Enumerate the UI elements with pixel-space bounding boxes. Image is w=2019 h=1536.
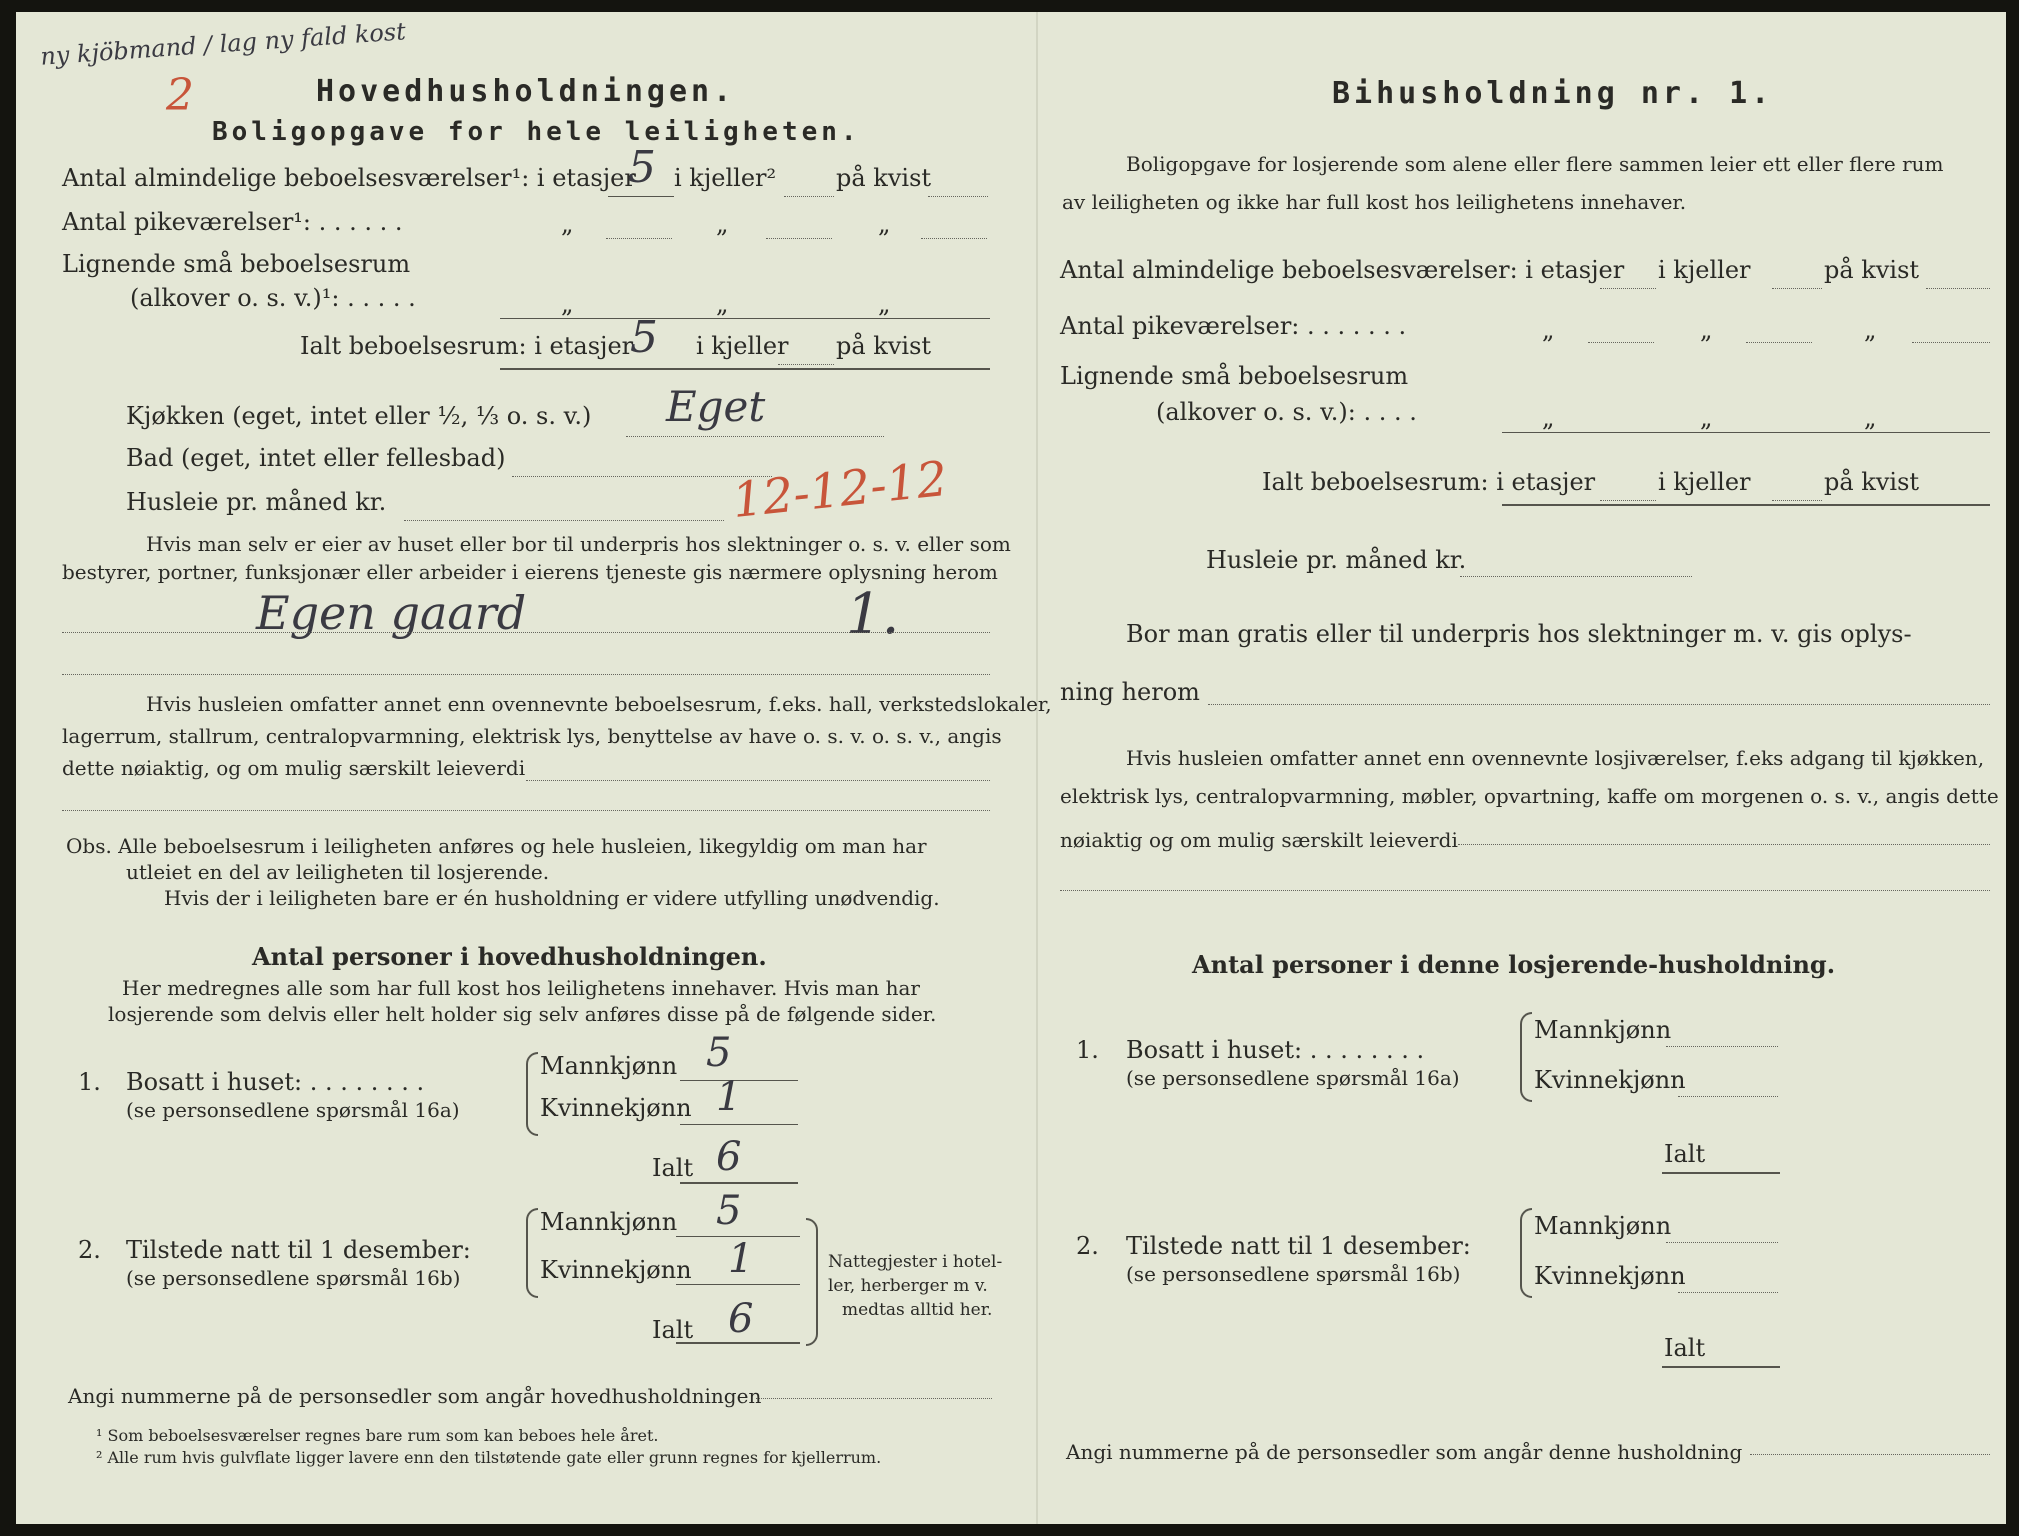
left-ialt-kjeller: i kjeller bbox=[696, 332, 789, 360]
ditto-mark: „ bbox=[1542, 404, 1555, 432]
right-gratis-1: Bor man gratis eller til underpris hos slektninger m. v. gis oplys- bbox=[1126, 620, 1912, 648]
right-q1-ialt: Ialt bbox=[1664, 1140, 1706, 1168]
left-eier-text-1: Hvis man selv er eier av huset eller bor til underpris hos slektninger o. s. v. eller som bbox=[146, 532, 1011, 556]
right-intro-1: Boligopgave for losjerende som alene eller flere sammen leier ett eller flere rum bbox=[1126, 152, 1944, 176]
ditto-mark: „ bbox=[1700, 316, 1713, 344]
right-omfatter-2: elektrisk lys, centralopvarmning, møbler, opvartning, kaffe om morgenen o. s. v., angis dette bbox=[1060, 784, 1999, 808]
left-bad-label: Bad (eget, intet eller fellesbad) bbox=[126, 444, 506, 472]
right-kvist-label: på kvist bbox=[1824, 256, 1920, 284]
right-antal-label: Antal almindelige beboelsesværelser: i etasjer bbox=[1060, 256, 1625, 284]
ditto-mark: „ bbox=[561, 290, 574, 318]
ditto-mark: „ bbox=[716, 290, 729, 318]
right-q1-mann: Mannkjønn bbox=[1534, 1016, 1672, 1044]
right-q1-label: Bosatt i huset: . . . . . . . . bbox=[1126, 1036, 1425, 1064]
left-persons-title: Antal personer i hovedhusholdningen. bbox=[252, 942, 767, 971]
ditto-mark: „ bbox=[878, 210, 891, 238]
hw-husleie-value: 12-12-12 bbox=[729, 450, 951, 530]
right-q2-mann: Mannkjønn bbox=[1534, 1212, 1672, 1240]
left-pike-label: Antal pikeværelser¹: . . . . . . bbox=[62, 208, 403, 236]
right-q2-label: Tilstede natt til 1 desember: bbox=[1126, 1232, 1471, 1260]
hw-mann2: 5 bbox=[716, 1188, 742, 1234]
right-ialt-kvist: på kvist bbox=[1824, 468, 1920, 496]
left-lign-label: Lignende små beboelsesrum bbox=[62, 250, 411, 278]
left-q2-mann: Mannkjønn bbox=[540, 1208, 678, 1236]
hw-ialt2: 6 bbox=[728, 1296, 754, 1342]
hw-ialt1: 6 bbox=[716, 1134, 742, 1180]
page-fold bbox=[1036, 12, 1038, 1524]
left-omfatter-1: Hvis husleien omfatter annet enn ovennevnte beboelsesrum, f.eks. hall, verkstedslokaler, bbox=[146, 692, 1052, 716]
left-alkover-label: (alkover o. s. v.)¹: . . . . . bbox=[130, 284, 416, 312]
right-q2-ialt: Ialt bbox=[1664, 1334, 1706, 1362]
ditto-mark: „ bbox=[1864, 316, 1877, 344]
left-q1-kvinne: Kvinnekjønn bbox=[540, 1094, 692, 1122]
hw-kjokken-value: Eget bbox=[666, 382, 766, 431]
left-q1-ialt: Ialt bbox=[652, 1154, 694, 1182]
left-q1-mann: Mannkjønn bbox=[540, 1052, 678, 1080]
hw-mark: 1. bbox=[846, 582, 900, 647]
handwritten-top-note: ny kjöbmand / lag ny fald kost bbox=[39, 17, 407, 71]
ditto-mark: „ bbox=[1864, 404, 1877, 432]
hw-etasjer-value: 5 bbox=[628, 142, 656, 193]
left-kjokken-label: Kjøkken (eget, intet eller ½, ⅓ o. s. v.) bbox=[126, 402, 592, 430]
left-q2-kvinne: Kvinnekjønn bbox=[540, 1256, 692, 1284]
left-omfatter-3: dette nøiaktig, og om mulig særskilt leieverdi bbox=[62, 756, 526, 780]
left-obs-1: Obs. Alle beboelsesrum i leiligheten anføres og hele husleien, likegyldig om man har bbox=[66, 834, 927, 858]
left-q2-number: 2. bbox=[78, 1236, 101, 1264]
left-ialt-label: Ialt beboelsesrum: i etasjer bbox=[300, 332, 634, 360]
ditto-mark: „ bbox=[878, 290, 891, 318]
left-eier-text-2: bestyrer, portner, funksjonær eller arbeider i eierens tjeneste gis nærmere oplysning herom bbox=[62, 560, 998, 584]
handwritten-number: 2 bbox=[166, 70, 194, 121]
left-persons-text-1: Her medregnes alle som har full kost hos leilighetens innehaver. Hvis man har bbox=[122, 976, 920, 1000]
right-angi: Angi nummerne på de personsedler som angår denne husholdning bbox=[1066, 1440, 1743, 1464]
right-q2-kvinne: Kvinnekjønn bbox=[1534, 1262, 1686, 1290]
ditto-mark: „ bbox=[716, 210, 729, 238]
right-omfatter-3: nøiaktig og om mulig særskilt leieverdi bbox=[1060, 828, 1458, 852]
left-kjeller-label: i kjeller² bbox=[674, 164, 777, 192]
ditto-mark: „ bbox=[1700, 404, 1713, 432]
right-q1-kvinne: Kvinnekjønn bbox=[1534, 1066, 1686, 1094]
left-husleie-label: Husleie pr. måned kr. bbox=[126, 488, 387, 516]
left-q2-ialt: Ialt bbox=[652, 1316, 694, 1344]
left-q1-number: 1. bbox=[78, 1068, 101, 1096]
right-kjeller-label: i kjeller bbox=[1658, 256, 1751, 284]
right-husleie-label: Husleie pr. måned kr. bbox=[1206, 546, 1467, 574]
right-ialt-label: Ialt beboelsesrum: i etasjer bbox=[1262, 468, 1596, 496]
left-q2-label: Tilstede natt til 1 desember: bbox=[126, 1236, 471, 1264]
left-ialt-kvist: på kvist bbox=[836, 332, 932, 360]
census-form-sheet bbox=[16, 12, 2006, 1524]
hw-ialt-etasjer: 5 bbox=[630, 312, 658, 363]
hw-kvinne2: 1 bbox=[728, 1236, 754, 1282]
left-natt-2: ler, herberger m v. bbox=[828, 1276, 988, 1296]
right-intro-2: av leiligheten og ikke har full kost hos leilighetens innehaver. bbox=[1062, 190, 1687, 214]
left-subtitle: Boligopgave for hele leiligheten. bbox=[212, 117, 861, 147]
left-obs-3: Hvis der i leiligheten bare er én husholdning er videre utfylling unødvendig. bbox=[164, 886, 940, 910]
right-alkover-label: (alkover o. s. v.): . . . . bbox=[1156, 398, 1417, 426]
hw-mann1: 5 bbox=[706, 1030, 732, 1076]
right-q2-sub: (se personsedlene spørsmål 16b) bbox=[1126, 1262, 1461, 1286]
right-ialt-kjeller: i kjeller bbox=[1658, 468, 1751, 496]
left-q2-sub: (se personsedlene spørsmål 16b) bbox=[126, 1266, 461, 1290]
left-antal-label: Antal almindelige beboelsesværelser¹: i etasjer bbox=[62, 164, 636, 192]
left-natt-3: medtas alltid her. bbox=[842, 1300, 993, 1320]
left-omfatter-2: lagerrum, stallrum, centralopvarmning, elektrisk lys, benyttelse av have o. s. v. o. s. v., angis bbox=[62, 724, 1002, 748]
hw-kvinne1: 1 bbox=[716, 1074, 742, 1120]
right-title: Bihusholdning nr. 1. bbox=[1332, 76, 1774, 111]
right-q2-number: 2. bbox=[1076, 1232, 1099, 1260]
left-footnote-2: ² Alle rum hvis gulvflate ligger lavere enn den tilstøtende gate eller grunn regnes for kjellerrum. bbox=[96, 1448, 882, 1467]
left-title: Hovedhusholdningen. bbox=[316, 74, 736, 109]
left-kvist-label: på kvist bbox=[836, 164, 932, 192]
hw-eier-note: Egen gaard bbox=[256, 586, 527, 640]
right-q1-sub: (se personsedlene spørsmål 16a) bbox=[1126, 1066, 1460, 1090]
left-persons-text-2: losjerende som delvis eller helt holder sig selv anføres disse på de følgende sider. bbox=[108, 1002, 937, 1026]
right-pike-label: Antal pikeværelser: . . . . . . . bbox=[1060, 312, 1407, 340]
ditto-mark: „ bbox=[561, 210, 574, 238]
right-lign-label: Lignende små beboelsesrum bbox=[1060, 362, 1409, 390]
left-angi: Angi nummerne på de personsedler som angår hovedhusholdningen bbox=[68, 1384, 762, 1408]
right-q1-number: 1. bbox=[1076, 1036, 1099, 1064]
right-omfatter-1: Hvis husleien omfatter annet enn ovennevnte losjiværelser, f.eks adgang til kjøkken, bbox=[1126, 746, 1985, 770]
ditto-mark: „ bbox=[1542, 316, 1555, 344]
right-persons-title: Antal personer i denne losjerende-husholdning. bbox=[1192, 950, 1836, 979]
left-footnote-1: ¹ Som beboelsesværelser regnes bare rum som kan beboes hele året. bbox=[96, 1426, 659, 1445]
left-natt-1: Nattegjester i hotel- bbox=[828, 1252, 1003, 1272]
left-q1-label: Bosatt i huset: . . . . . . . . bbox=[126, 1068, 425, 1096]
right-gratis-2: ning herom bbox=[1060, 678, 1200, 706]
left-q1-sub: (se personsedlene spørsmål 16a) bbox=[126, 1098, 460, 1122]
left-obs-2: utleiet en del av leiligheten til losjerende. bbox=[126, 860, 550, 884]
